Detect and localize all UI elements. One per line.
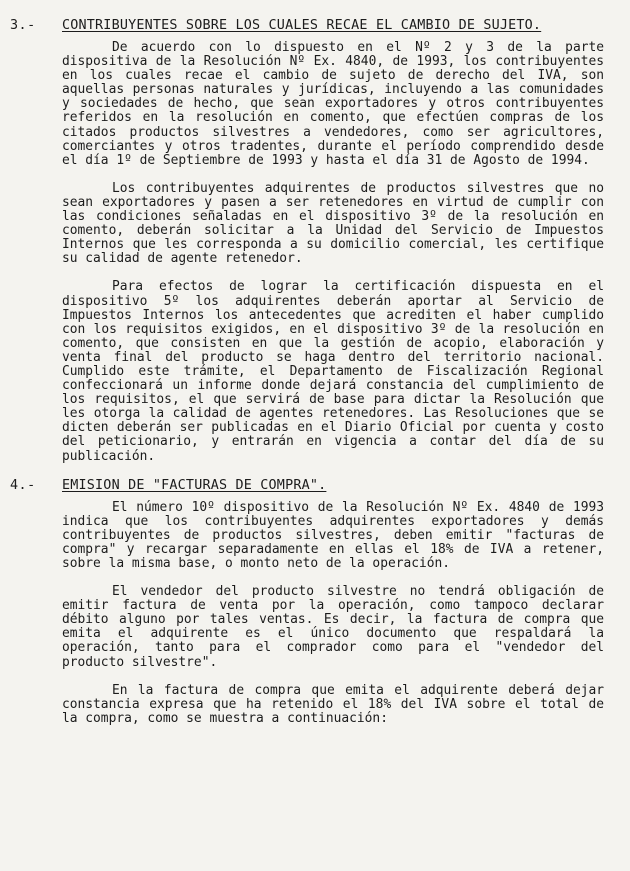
- section-title: CONTRIBUYENTES SOBRE LOS CUALES RECAE EL CAMBIO DE SUJETO.: [62, 18, 542, 33]
- section-3: [10, 18, 604, 464]
- section-number: 3.-: [10, 18, 36, 33]
- paragraph: De acuerdo con lo dispuesto en el Nº 2 y 3 de la parte dispositiva de la Resolución Nº Ex. 4840, de 1993, los contribuyentes en los cuales recae el cambio de sujeto de derecho del IVA, son aquellas personas naturales y jurídicas, incluyendo a las comunidades y sociedades de hecho, que sean exportadores y otros contribuyentes referidos en la resolución en comento, que efectúen compras de los citados productos silvestres a vendedores, como ser agricultores, comerciantes y otros tradentes, durante el período comprendido desde el día 1º de Septiembre de 1993 y hasta el día 31 de Agosto de 1994.: [62, 40, 604, 168]
- section-number: 4.-: [10, 477, 36, 493]
- paragraph: El número 10º dispositivo de la Resolución Nº Ex. 4840 de 1993 indica que los contribuyentes adquirentes exportadores y demás contribuyentes de productos silvestres, deben emitir "facturas de compra" y recargar separadamente en ellas el 18% de IVA a retener, sobre la misma base, o monto neto de la operación.: [62, 499, 604, 571]
- paragraph: En la factura de compra que emita el adquirente deberá dejar constancia expresa que ha retenido el 18% del IVA sobre el total de la compra, como se muestra a continuación:: [62, 682, 604, 726]
- section-heading: [10, 478, 604, 493]
- paragraph: Para efectos de lograr la certificación dispuesta en el dispositivo 5º los adquirentes deberán aportar al Servicio de Impuestos Internos los antecedentes que acrediten el haber cumplido con los requisitos exigidos, en el dispositivo 3º de la resolución en comento, que consisten en que la gestión de acopio, elaboración y venta final del producto se haga dentro del territorio nacional. Cumplido este trámite, el Departamento de Fiscalización Regional confeccionará un informe donde dejará constancia del cumplimiento de los requisitos, el que servirá de base para dictar la Resolución que les otorga la calidad de agentes retenedores. Las Resoluciones que se dicten deberán ser publicadas en el Diario Oficial por cuenta y costo del peticionario, y entrarán en vigencia a contar del día de su publicación.: [62, 279, 604, 464]
- section-heading: [10, 18, 604, 33]
- section-4: [10, 478, 604, 726]
- paragraph: Los contribuyentes adquirentes de productos silvestres que no sean exportadores y pasen a ser retenedores en virtud de cumplir con las condiciones señaladas en el dispositivo 3º de la resolución en comento, deberán solicitar a la Unidad del Servicio de Impuestos Internos que les corresponda a su domicilio comercial, les certifique su calidad de agente retenedor.: [62, 180, 604, 267]
- paragraph: El vendedor del producto silvestre no tendrá obligación de emitir factura de venta por la operación, como tampoco declarar débito alguno por tales ventas. Es decir, la factura de compra que emita el adquirente es el único documento que respaldará la operación, tanto para el comprador como para el "vendedor del producto silvestre".: [62, 584, 604, 670]
- section-title: EMISION DE "FACTURAS DE COMPRA".: [62, 477, 327, 493]
